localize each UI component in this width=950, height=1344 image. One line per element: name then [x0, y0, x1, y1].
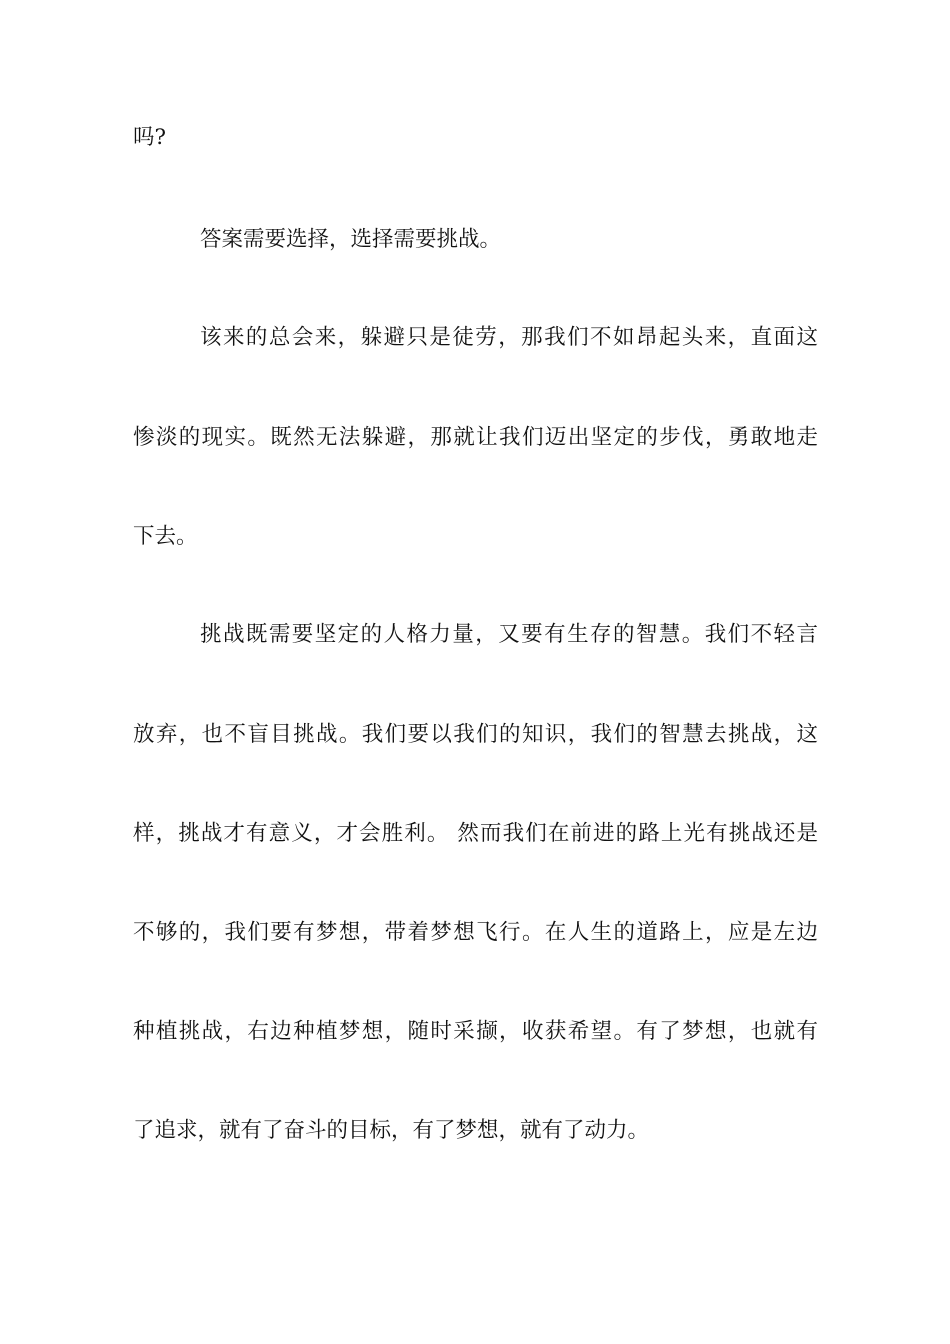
- text-line: 样，挑战才有意义，才会胜利。 然而我们在前进的路上光有挑战还是: [133, 821, 818, 846]
- paragraph-first-line: 该来的总会来，躲避只是徒劳，那我们不如昂起头来，直面这: [200, 325, 818, 350]
- text-line: 种植挑战，右边种植梦想，随时采撷，收获希望。有了梦想，也就有: [133, 1019, 818, 1044]
- text-line: 放弃，也不盲目挑战。我们要以我们的知识，我们的智慧去挑战，这: [133, 722, 818, 747]
- paragraph-first-line: 挑战既需要坚定的人格力量，又要有生存的智慧。我们不轻言: [200, 622, 818, 647]
- text-line: 惨淡的现实。既然无法躲避，那就让我们迈出坚定的步伐，勇敢地走: [133, 425, 818, 450]
- text-line: 不够的，我们要有梦想，带着梦想飞行。在人生的道路上，应是左边: [133, 920, 818, 945]
- paragraph-first-line: 答案需要选择，选择需要挑战。: [200, 227, 502, 252]
- text-line: 吗?: [133, 125, 167, 150]
- text-line: 下去。: [133, 524, 198, 549]
- text-line: 了追求，就有了奋斗的目标，有了梦想，就有了动力。: [133, 1118, 650, 1143]
